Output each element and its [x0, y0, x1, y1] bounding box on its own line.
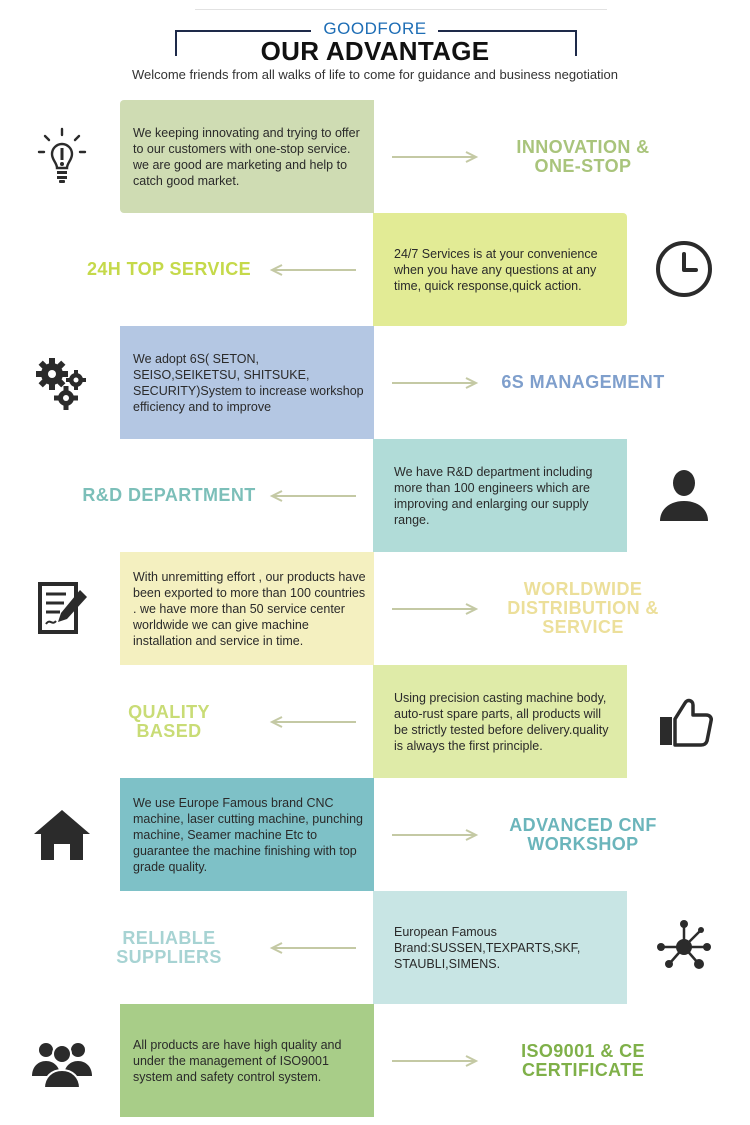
network-icon: [652, 915, 716, 979]
advantage-heading-line: 24H TOP SERVICE: [86, 259, 252, 279]
advantage-text: 24/7 Services is at your convenience when you have any questions at any time, quick response,quick action.: [394, 246, 598, 293]
advantage-row: [0, 1004, 750, 1117]
advantage-description: [373, 665, 627, 778]
advantage-heading-line: ADVANCED CNF: [509, 814, 657, 835]
advantage-row: [0, 552, 750, 665]
advantage-heading: [55, 213, 283, 326]
top-divider: [195, 9, 607, 10]
advantage-heading-line: QUALITY: [128, 701, 210, 722]
advantage-description: [373, 439, 627, 552]
arrow-right-icon: [392, 1055, 480, 1067]
gears-icon: [30, 350, 94, 414]
advantage-description: [120, 552, 374, 665]
lightbulb-icon: [30, 124, 94, 188]
advantage-heading-line: INNOVATION &: [516, 136, 650, 157]
people-group-icon: [30, 1028, 94, 1092]
arrow-right-icon: [392, 151, 480, 163]
advantage-heading: [482, 778, 684, 891]
frame-line-right-top: [438, 30, 577, 32]
advantage-text: All products are have high quality and under the management of ISO9001 system and safety control system.: [133, 1037, 342, 1084]
advantage-text: With unremitting effort , our products have been exported to more than 100 countries . we have more than 50 service center worldwide we can give machine installation and service in time.: [133, 569, 366, 648]
advantage-heading: [482, 326, 684, 439]
advantage-description: [120, 1004, 374, 1117]
advantage-heading-line: WORKSHOP: [527, 833, 639, 854]
advantage-text: We have R&D department including more than 100 engineers which are improving and enlarging our supply range.: [394, 464, 593, 527]
frame-line-left-top: [175, 30, 311, 32]
advantage-heading-line: 6S MANAGEMENT: [501, 372, 665, 392]
advantage-heading: [482, 100, 684, 213]
advantage-heading: [482, 1004, 684, 1117]
advantage-row: [0, 100, 750, 213]
document-edit-icon: [30, 576, 94, 640]
brand-name: GOODFORE: [323, 19, 427, 38]
advantage-heading-line: SERVICE: [542, 617, 624, 637]
advantage-text: We use Europe Famous brand CNC machine, laser cutting machine, punching machine, Seamer machine Etc to guarantee the machine finishing with top grade quality.: [133, 795, 363, 874]
advantage-row: [0, 213, 750, 326]
advantage-heading-line: SUPPLIERS: [116, 946, 222, 967]
advantage-heading: [482, 552, 684, 665]
arrow-right-icon: [392, 829, 480, 841]
advantage-row: [0, 891, 750, 1004]
advantage-heading-line: RELIABLE: [122, 927, 216, 948]
advantage-row: [0, 326, 750, 439]
advantage-heading-line: BASED: [136, 720, 202, 741]
advantage-heading-line: ISO9001 & CE: [521, 1040, 645, 1061]
clock-icon: [652, 237, 716, 301]
person-icon: [652, 463, 716, 527]
advantage-heading: [55, 439, 283, 552]
advantage-row: [0, 778, 750, 891]
advantage-description: [373, 213, 627, 326]
advantage-heading-line: ONE-STOP: [534, 155, 632, 176]
advantage-text: We adopt 6S( SETON, SEISO,SEIKETSU, SHITSUKE, SECURITY)System to increase workshop efficiency and to improve: [133, 351, 364, 414]
advantage-text: Using precision casting machine body, auto-rust spare parts, all products will be strictly tested before delivery.quality is always the first principle.: [394, 690, 609, 753]
advantage-row: [0, 439, 750, 552]
page-title: OUR ADVANTAGE: [260, 36, 490, 66]
arrow-right-icon: [392, 603, 480, 615]
advantage-text: We keeping innovating and trying to offer to our customers with one-stop service. we are good are marketing and help to catch good market.: [133, 125, 360, 188]
advantage-row: [0, 665, 750, 778]
advantage-heading-line: WORLDWIDE: [523, 579, 643, 599]
advantage-description: [120, 326, 374, 439]
advantage-heading: [55, 665, 283, 778]
advantage-description: [120, 100, 374, 213]
thumbs-up-icon: [652, 689, 716, 753]
advantage-text: European Famous Brand:SUSSEN,TEXPARTS,SKF, STAUBLI,SIMENS.: [394, 924, 581, 971]
arrow-right-icon: [392, 377, 480, 389]
advantage-heading: [55, 891, 283, 1004]
house-icon: [30, 802, 94, 866]
advantage-heading-line: DISTRIBUTION &: [507, 598, 659, 618]
advantage-description: [373, 891, 627, 1004]
advantage-heading-line: R&D DEPARTMENT: [82, 485, 256, 505]
page-subtitle: Welcome friends from all walks of life to come for guidance and business negotiation: [131, 67, 619, 82]
advantage-heading-line: CERTIFICATE: [521, 1059, 645, 1080]
advantage-description: [120, 778, 374, 891]
